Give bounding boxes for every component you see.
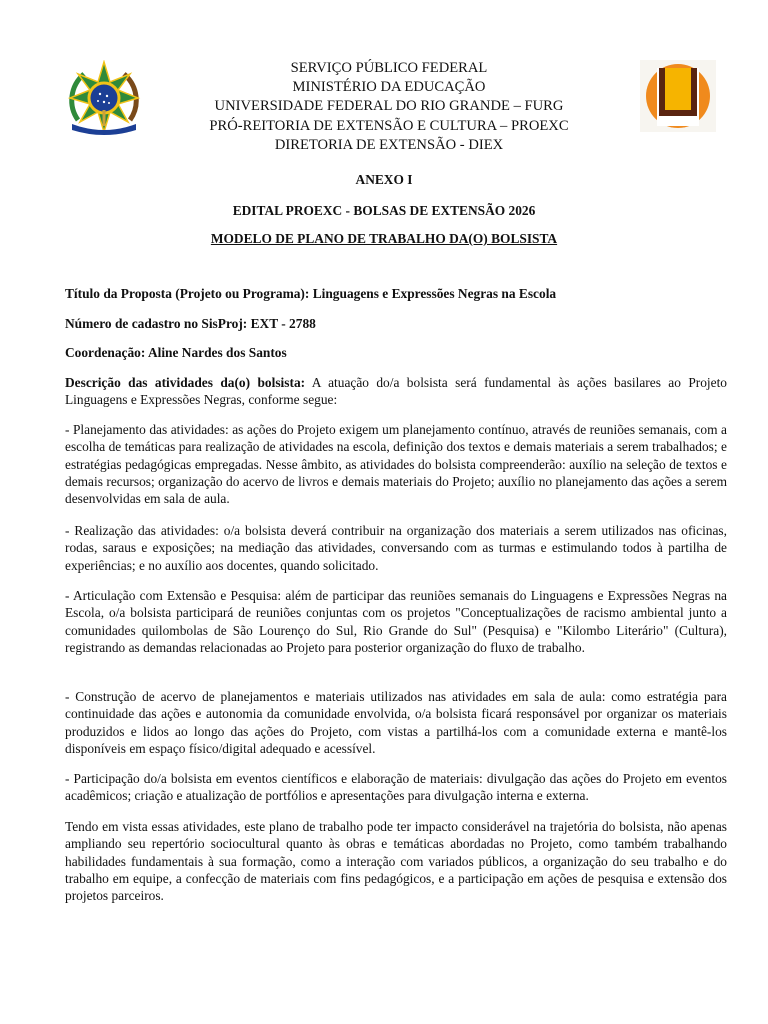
paragraph-text: Tendo em vista essas atividades, este plano de trabalho pode ter impacto considerável na trajetória do bolsista, não apenas ampliando seu repertório sociocultural quanto às obras e temáticas abordadas no Projeto, como também trabalhando habilidades fundamentais à sua formação, como a interação com variados públicos, a organização do seu trabalho e do trabalho em equipe, a confecção de materiais com fins pedagógicos, e a participação em ações de pesquisa e extensão dos projetos parceiros. — [65, 819, 727, 904]
paragraph-planning — [65, 421, 727, 507]
model-title: MODELO DE PLANO DE TRABALHO DA(O) BOLSISTA — [210, 231, 558, 246]
paragraph-execution — [65, 522, 727, 574]
header-line-proexc: PRÓ-REITORIA DE EXTENSÃO E CULTURA – PROEXC — [209, 117, 569, 134]
proposal-title: Título da Proposta (Projeto ou Programa): Linguagens e Expressões Negras na Escola — [65, 286, 557, 301]
paragraph-events — [65, 770, 727, 805]
sisproj-number: Número de cadastro no SisProj: EXT - 2788 — [65, 316, 316, 331]
description-text: A atuação do/a bolsista será fundamental às ações basilares ao Projeto Linguagens e Expressões Negras, conforme segue: — [65, 375, 728, 408]
annex-title: ANEXO I — [355, 172, 413, 187]
header-line-ministry: MINISTÉRIO DA EDUCAÇÃO — [292, 79, 486, 96]
furg-logo-icon — [640, 60, 716, 132]
paragraph-articulation — [65, 587, 727, 656]
paragraph-text: - Planejamento das atividades: as ações do Projeto exigem um planejamento contínuo, através de reuniões semanais, com a escolha de temáticas para realização de atividades na escola, definição dos textos e demais materiais a serem trabalhados; e estratégias pedagógicas empregadas. Nesse âmbito, as atividades do bolsista compreenderão: auxílio na seleção de textos e demais recursos; organização do acervo de livros e demais materiais do Projeto; auxílio no planejamento das ações a serem desenvolvidas em sala de aula. — [65, 422, 727, 507]
description-label: Descrição das atividades da(o) bolsista: — [65, 375, 306, 390]
paragraph-text: - Participação do/a bolsista em eventos científicos e elaboração de materiais: divulgação das ações do Projeto em eventos acadêmicos; criação e atualização de portfólios e apresentações para divulgação interna e externa. — [65, 771, 727, 804]
institution-header — [150, 59, 628, 155]
header-line-university: UNIVERSIDADE FEDERAL DO RIO GRANDE – FURG — [214, 98, 564, 115]
paragraph-conclusion — [65, 818, 727, 904]
paragraph-text: - Realização das atividades: o/a bolsista deverá contribuir na organização dos materiais a serem utilizados nas oficinas, rodas, saraus e exposições; na mediação das atividades, conversando com as turmas e estimulando todos à partilha de experiências; e no auxílio aos docentes, quando solicitado. — [65, 523, 727, 573]
header-line-service: SERVIÇO PÚBLICO FEDERAL — [290, 60, 488, 76]
activities-description — [65, 374, 727, 409]
paragraph-text: - Articulação com Extensão e Pesquisa: além de participar das reuniões semanais do Linguagens e Expressões Negras na Escola, o/a bolsista participará de reuniões conjuntas com os projetos "Conceptualizações de racismo ambiental junto a comunidades quilombolas de São Lourenço do Sul, Rio Grande do Sul" (Pesquisa) e "Kilombo Literário" (Cultura), registrando as demandas relacionadas ao Projeto para posterior organização do fluxo de trabalho. — [65, 588, 727, 655]
brazil-coat-of-arms-icon — [64, 60, 144, 138]
header-line-diex: DIRETORIA DE EXTENSÃO - DIEX — [274, 136, 504, 153]
paragraph-text: - Construção de acervo de planejamentos e materiais utilizados nas atividades em sala de aula: como estratégia para continuidade das ações e autonomia da comunidade envolvida, o/a bolsista ficará responsável por organizar os materiais produzidos e lidos ao longo das ações do Projeto, com vistas a partilhá-los com a comunidade externa e mantê-los disponíveis em espaço físico/digital adequado e acessível. — [65, 689, 727, 756]
paragraph-collection — [65, 688, 727, 757]
coordination: Coordenação: Aline Nardes dos Santos — [65, 345, 287, 360]
edital-title: EDITAL PROEXC - BOLSAS DE EXTENSÃO 2026 — [232, 203, 536, 218]
